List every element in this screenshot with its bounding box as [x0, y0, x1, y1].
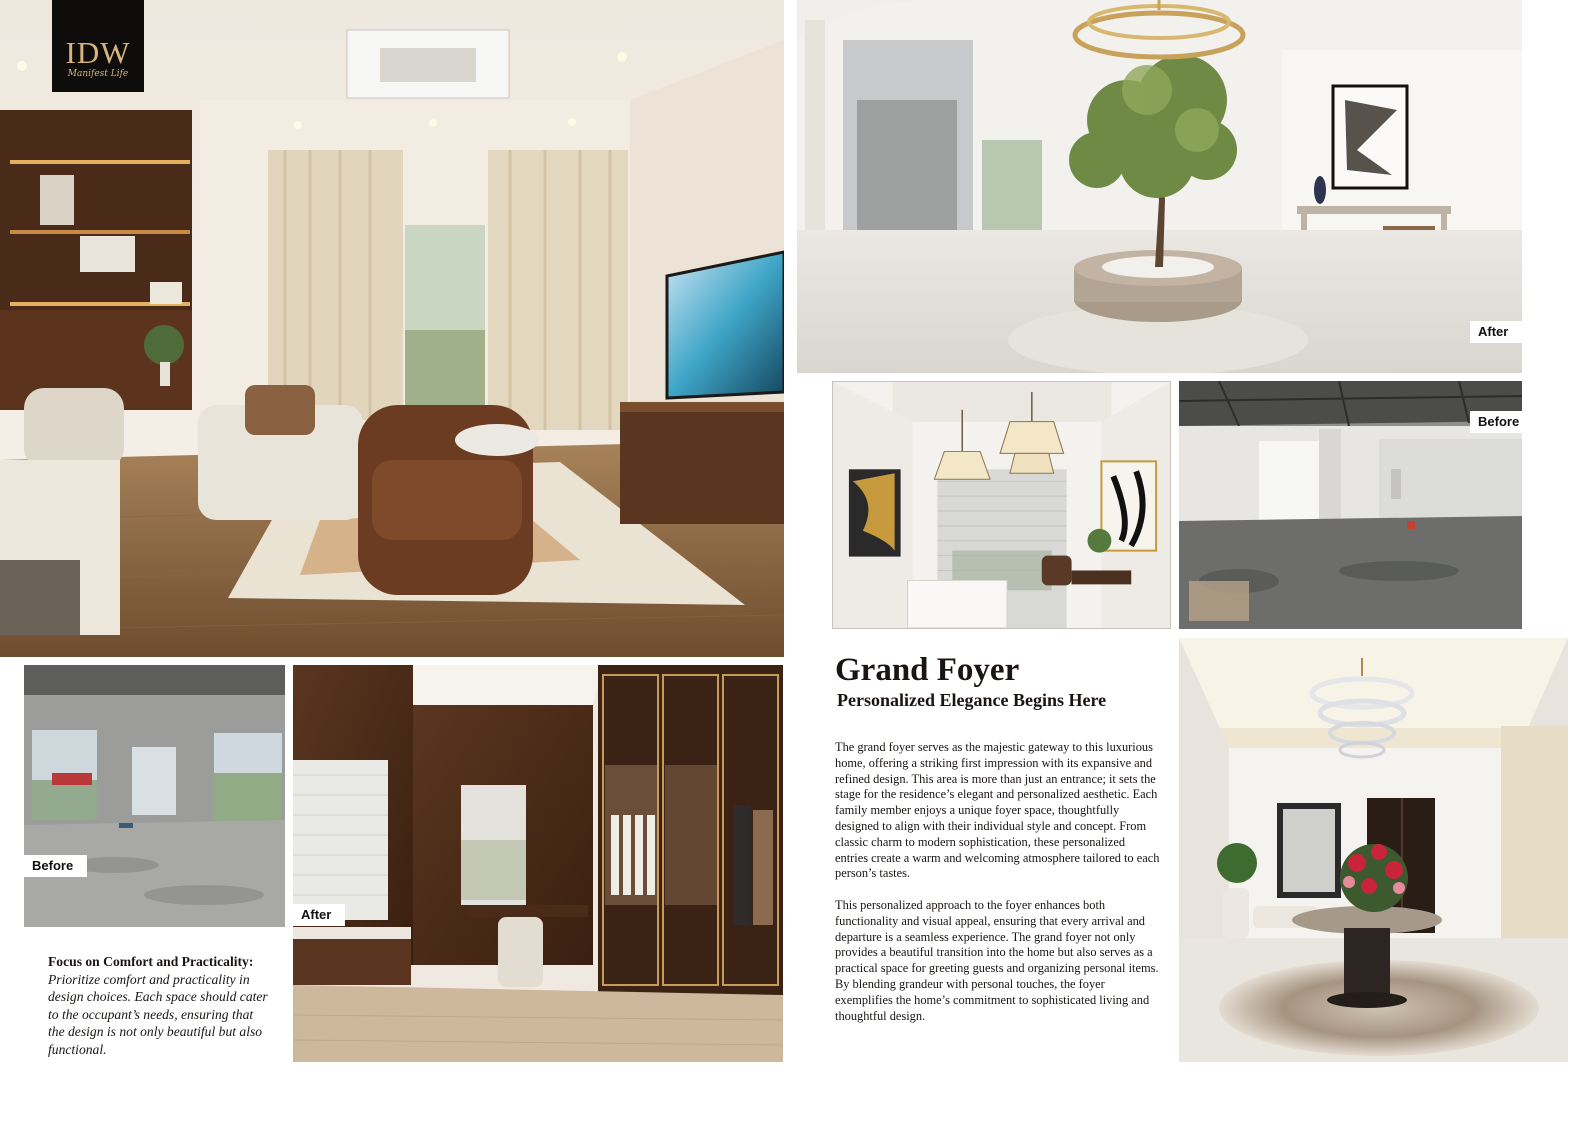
before-label: Before [24, 855, 87, 877]
wardrobe-before-photo [24, 665, 285, 927]
after-label: After [293, 904, 345, 926]
atrium-after-photo [797, 0, 1522, 373]
brand-tagline: Manifest Life [67, 69, 129, 79]
after-label: After [1470, 321, 1522, 343]
before-label: Before [1470, 411, 1522, 433]
article-paragraph: This personalized approach to the foyer enhances both functionality and visual appeal, ensuring that every arrival and departure is a seamless experience. The grand foyer not only provides a beautiful transition into the home but also serves as a practical space for greeting guests and organizing personal items. By blending grandeur with personal touches, the foyer exemplifies the home’s commitment to sophisticated living and thoughtful design. [835, 897, 1159, 1023]
tip-heading: Focus on Comfort and Practicality: [48, 954, 254, 969]
article-paragraph: The grand foyer serves as the majestic gateway to this luxurious home, offering a striking first impression with its expansive and refined design. This area is more than just an entrance; it sets the stage for the residence’s elegant and personalized aesthetic. Each family member enjoys a unique foyer space, thoughtfully designed to align with their individual style and concept. From classic charm to modern sophistication, these personalized entries create a warm and welcoming atmosphere tailored to each person’s tastes. [835, 740, 1160, 881]
bedroom-lounge-photo [0, 0, 784, 657]
page-subtitle: Personalized Elegance Begins Here [837, 690, 1107, 710]
brand-mark: IDW [65, 35, 131, 70]
tip-body: Prioritize comfort and practicality in design choices. Each space should cater to the occupant’s needs, ensuring that the design is not only beautiful but also functional. [48, 971, 268, 1057]
brand-logo [52, 0, 144, 92]
design-tip [48, 953, 270, 1058]
foyer-after-photo [1179, 638, 1568, 1062]
article-body [835, 740, 1160, 1040]
page-title: Grand Foyer [835, 652, 1020, 688]
stair-landing-photo [832, 381, 1171, 629]
wardrobe-after-photo [293, 665, 783, 1062]
